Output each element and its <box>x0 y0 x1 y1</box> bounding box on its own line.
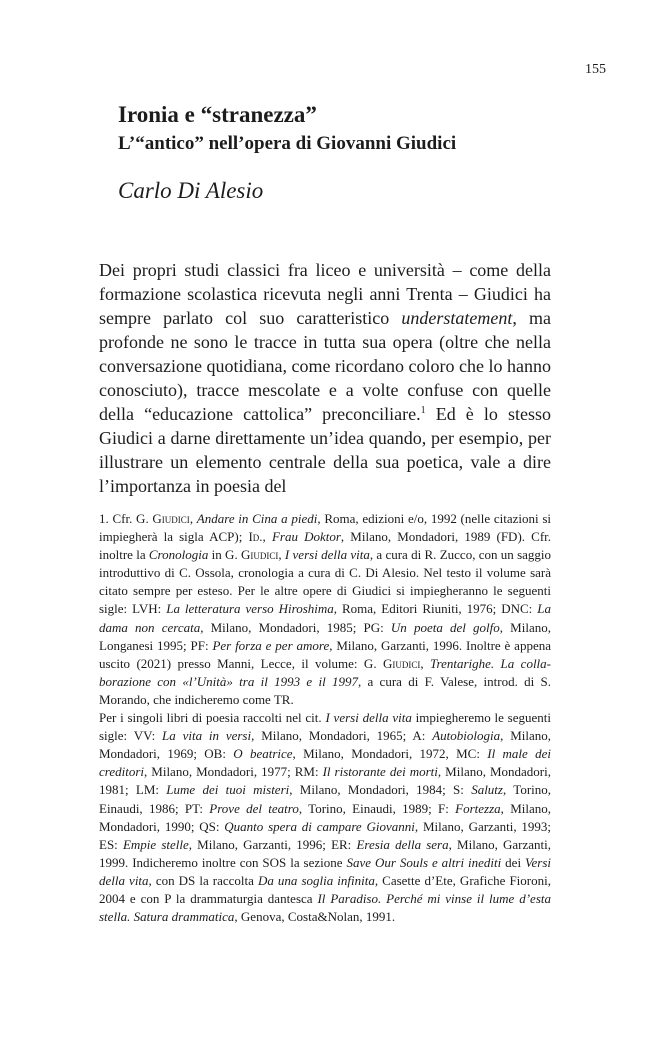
footnote-text: , Milano, Mondadori, 1989 (FD). Cfr. inoltre la <box>99 529 552 563</box>
footnote-text: , Milano, Mondadori, 1985; PG: <box>200 619 391 635</box>
footnote-text: , Roma, Editori Riuniti, 1976; DNC: <box>333 601 538 617</box>
footnote-text: , Milano, Mondadori, 1965; A: <box>251 728 433 744</box>
footnote-work-title: Save Our Souls e altri inediti <box>346 854 502 870</box>
footnote-text: , Casette d’Ete, Grafiche Fioroni, 2004 e con P la drammaturgia dantesca <box>99 872 551 906</box>
footnote-text: , <box>262 529 272 545</box>
footnote-text: , con DS la raccolta <box>148 872 258 888</box>
body-text-part: Dei propri studi classici fra liceo e università – come della formazione scolastica ricevuta negli anni Trenta – Giudici ha sempre parlato col suo caratteristico <box>99 260 551 328</box>
footnote-text: , Milano, Mondadori, 1990; QS: <box>99 800 551 834</box>
footnote-work-title: Quanto spera di campare Giovanni <box>224 818 415 834</box>
footnote-author: Giudici <box>240 547 279 563</box>
article-author: Carlo Di Alesio <box>118 178 264 203</box>
footnote-work-title: Andare in Cina a piedi <box>196 511 318 526</box>
footnote-text: , <box>189 511 197 526</box>
footnote-work-title: Per forza e per amore <box>212 637 330 653</box>
footnote-author: Giudici <box>382 655 421 671</box>
footnote-text: , Milano, Longanesi 1995; PF: <box>99 619 551 653</box>
footnote-work-title: La dama non cercata <box>99 601 551 635</box>
footnote-work-title: Prove del teatro <box>209 800 299 816</box>
footnote-text: , Milano, Mondadori, 1969; OB: <box>99 728 551 762</box>
footnote-text: , a cura di F. Valese, introd. di S. Morando, che indicheremo come TR. <box>99 673 551 707</box>
footnote-work-title: Cronologia <box>148 547 209 563</box>
footnote-work-title: Un poeta del golfo <box>390 619 500 635</box>
footnote-work-title: Trentarighe. La collaborazione con «l’Unità» tra il 1993 e il 1997 <box>99 655 552 689</box>
footnote-text: , Torino, Einaudi, 1989; F: <box>298 800 456 816</box>
page-number: 155 <box>585 62 606 77</box>
footnote-1-continued <box>99 709 551 926</box>
footnote-work-title: Salutz <box>471 782 503 798</box>
footnote-text: , Milano, Mondadori, 1972, MC: <box>292 746 488 762</box>
footnote-text: , <box>278 547 285 563</box>
footnote-work-title: Da una soglia infinita <box>257 872 375 888</box>
footnote-text: , Milano, Mondadori, 1984; S: <box>289 782 472 798</box>
footnote-text: in G. <box>208 547 241 563</box>
footnote-work-title: Il ristorante dei morti <box>322 764 438 780</box>
footnote-text: , Milano, Mondadori, 1981; LM: <box>99 764 551 798</box>
footnote-text: , Genova, Costa&Nolan, 1991. <box>234 909 396 925</box>
article-subtitle: L’“antico” nell’opera di Giovanni Giudici <box>118 133 457 154</box>
body-text-part: Ed è lo stesso Giudici a darne direttamente un’idea quando, per esempio, per illustrare un elemento centrale della sua poetica, vale a dire l’importanza in poesia del <box>99 404 551 496</box>
footnote-text: , Milano, Garzanti, 1993; ES: <box>99 818 551 852</box>
footnote-work-title: Versi della vita <box>99 854 552 888</box>
footnote-text: , Milano, Garzanti, 1996. Inoltre è appena uscito (2021) presso Manni, Lecce, il volume: G. <box>99 637 551 671</box>
footnote-text: Per i singoli libri di poesia raccolti nel cit. <box>99 710 326 726</box>
footnote-text: 1. Cfr. G. <box>99 511 153 526</box>
footnote-reference[interactable]: 1 <box>420 405 426 416</box>
footnote-work-title: Empie stelle <box>122 836 189 852</box>
footnote-text: , Milano, Garzanti, 1999. Indicheremo inoltre con SOS la sezione <box>99 836 551 870</box>
body-text-part: , ma profonde ne sono le tracce in tutta sua opera (oltre che nella conversazione quotidiana, come ricordano coloro che lo hanno conosciuto), tracce mescolate e a volte confuse con quelle della “educazione cattolica” preconciliare. <box>99 308 551 424</box>
footnote-work-title: I versi della vita <box>284 547 370 563</box>
footnote-text: , Milano, Mondadori, 1977; RM: <box>144 764 323 780</box>
footnote-work-title: Fortezza <box>455 800 501 816</box>
footnotes <box>99 510 551 926</box>
footnote-text: , Milano, Garzanti, 1996; ER: <box>188 836 357 852</box>
article-header <box>118 100 588 206</box>
footnote-text: impiegheremo le seguenti sigle: VV: <box>99 710 551 744</box>
footnote-work-title: Il male dei creditori <box>99 746 551 780</box>
footnote-text: , <box>420 655 430 671</box>
footnote-work-title: Eresia della sera <box>356 836 449 852</box>
footnote-text: , a cura di R. Zucco, con un saggio introduttivo di C. Ossola, cronologia a cura di C. Di Alesio. Nel testo il volume sarà citato sempre per esteso. Per le altre opere di Giudici si impiegheranno le seguenti sigle: LVH: <box>99 547 552 617</box>
footnote-author: Giudici <box>152 511 190 526</box>
footnote-work-title: Frau Doktor <box>271 529 341 545</box>
footnote-work-title: I versi della vita <box>325 710 412 726</box>
footnote-text: , Torino, Einaudi, 1986; PT: <box>99 782 552 816</box>
article-title: Ironia e “stranezza” <box>118 102 317 127</box>
footnote-text: , Roma, edizioni e/o, 1992 (nelle citazioni si impiegherà la sigla ACP); <box>99 511 552 545</box>
footnote-work-title: Autobiologia <box>432 728 501 744</box>
footnote-1 <box>99 510 551 709</box>
footnote-work-title: Il Paradiso. Perché mi vinse il lume d’esta stella. Satura drammatica <box>99 890 551 925</box>
footnote-work-title: O beatrice <box>233 746 293 762</box>
footnote-work-title: La letteratura verso Hiroshima <box>166 601 334 617</box>
footnote-text: dei <box>501 854 526 870</box>
footnote-work-title: La vita in versi <box>162 728 252 744</box>
body-emphasis: understatement <box>401 308 513 328</box>
footnote-work-title: Lume dei tuoi misteri <box>166 782 290 798</box>
footnote-author: Id. <box>248 529 263 545</box>
body-paragraph <box>99 258 551 498</box>
